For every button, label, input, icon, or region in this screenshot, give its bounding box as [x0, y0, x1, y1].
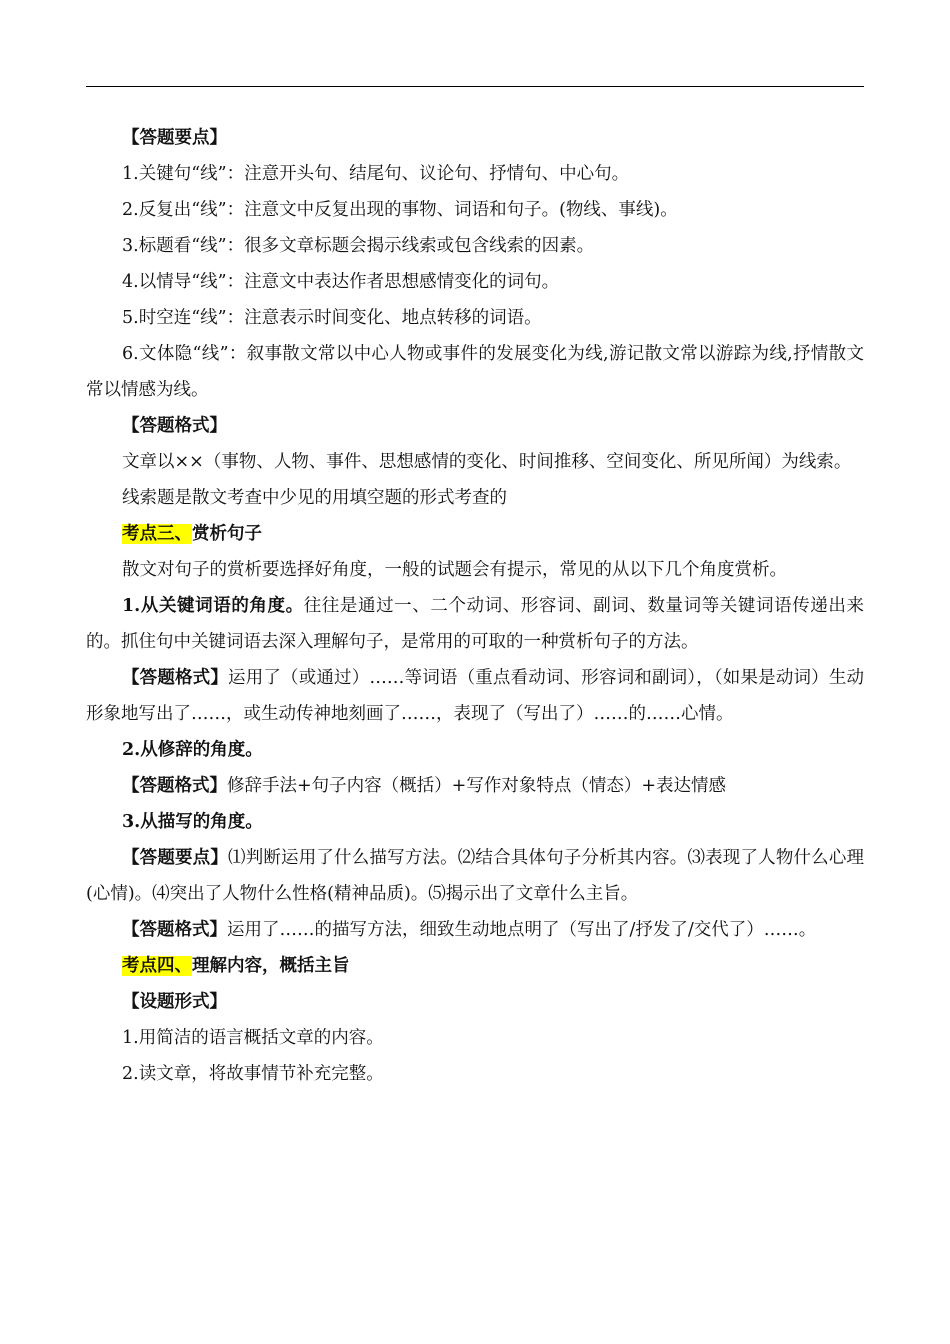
section-heading-3	[86, 516, 864, 552]
header-rule	[86, 86, 864, 87]
paragraph	[86, 840, 864, 912]
list-item: 6.文体隐“线”：叙事散文常以中心人物或事件的发展变化为线,游记散文常以游踪为线,抒情散文常以情感为线。	[86, 344, 864, 400]
paragraph-text: 运用了……的描写方法，细致生动地点明了（写出了/抒发了/交代了）……。	[227, 920, 817, 940]
answer-points-heading: 【答题要点】	[122, 128, 227, 148]
list-item: 5.时空连“线”：注意表示时间变化、地点转移的词语。	[122, 308, 542, 328]
question-form-heading: 【设题形式】	[122, 992, 227, 1012]
section-title: 赏析句子	[192, 524, 262, 544]
paragraph	[86, 912, 864, 948]
paragraph-label: 【答题格式】	[122, 920, 227, 940]
list-item: 1.用简洁的语言概括文章的内容。	[122, 1028, 384, 1048]
list-item: 1.关键句“线”：注意开头句、结尾句、议论句、抒情句、中心句。	[122, 164, 630, 184]
list-item: 4.以情导“线”：注意文中表达作者思想感情变化的词句。	[122, 272, 560, 292]
paragraph-text: 运用了（或通过）……等词语（重点看动词、形容词和副词），（如果是动词）生动形象地写出了……，或生动传神地刻画了……，表现了（写出了）……的……心情。	[86, 668, 865, 724]
subheading: 2.从修辞的角度。	[122, 740, 263, 760]
intro-text: 散文对句子的赏析要选择好角度，一般的试题会有提示，常见的从以下几个角度赏析。	[122, 560, 787, 580]
section-tag: 考点三、	[122, 524, 192, 544]
section-tag: 考点四、	[122, 956, 192, 976]
list-item: 2.读文章，将故事情节补充完整。	[122, 1064, 384, 1084]
section-heading-4	[86, 948, 864, 984]
list-item: 3.标题看“线”：很多文章标题会揭示线索或包含线索的因素。	[122, 236, 595, 256]
answer-format-heading: 【答题格式】	[122, 416, 227, 436]
paragraph-label: 【答题格式】	[122, 668, 229, 688]
paragraph-text: 往往是通过一、二个动词、形容词、副词、数量词等关键词语传递出来的。抓住句中关键词语去深入理解句子，是常用的可取的一种赏析句子的方法。	[86, 596, 864, 652]
document-body	[86, 120, 864, 1092]
answer-format-text: 文章以××（事物、人物、事件、思想感情的变化、时间推移、空间变化、所见所闻）为线索。	[122, 452, 852, 472]
paragraph	[86, 660, 864, 732]
section-title: 理解内容，概括主旨	[192, 956, 350, 976]
paragraph	[86, 588, 864, 660]
paragraph	[86, 768, 864, 804]
paragraph-text: ⑴判断运用了什么描写方法。⑵结合具体句子分析其内容。⑶表现了人物什么心理(心情)。⑷突出了人物什么性格(精神品质)。⑸揭示出了文章什么主旨。	[86, 848, 865, 904]
list-item: 2.反复出“线”：注意文中反复出现的事物、词语和句子。(物线、事线)。	[122, 200, 678, 220]
paragraph-label: 【答题要点】	[122, 848, 229, 868]
note-text: 线索题是散文考查中少见的用填空题的形式考查的	[122, 488, 507, 508]
paragraph-label: 【答题格式】	[122, 776, 227, 796]
subheading: 3.从描写的角度。	[122, 812, 263, 832]
paragraph-text: 修辞手法+句子内容（概括）+写作对象特点（情态）+表达情感	[227, 776, 726, 796]
paragraph-lead: 1.从关键词语的角度。	[122, 596, 304, 616]
